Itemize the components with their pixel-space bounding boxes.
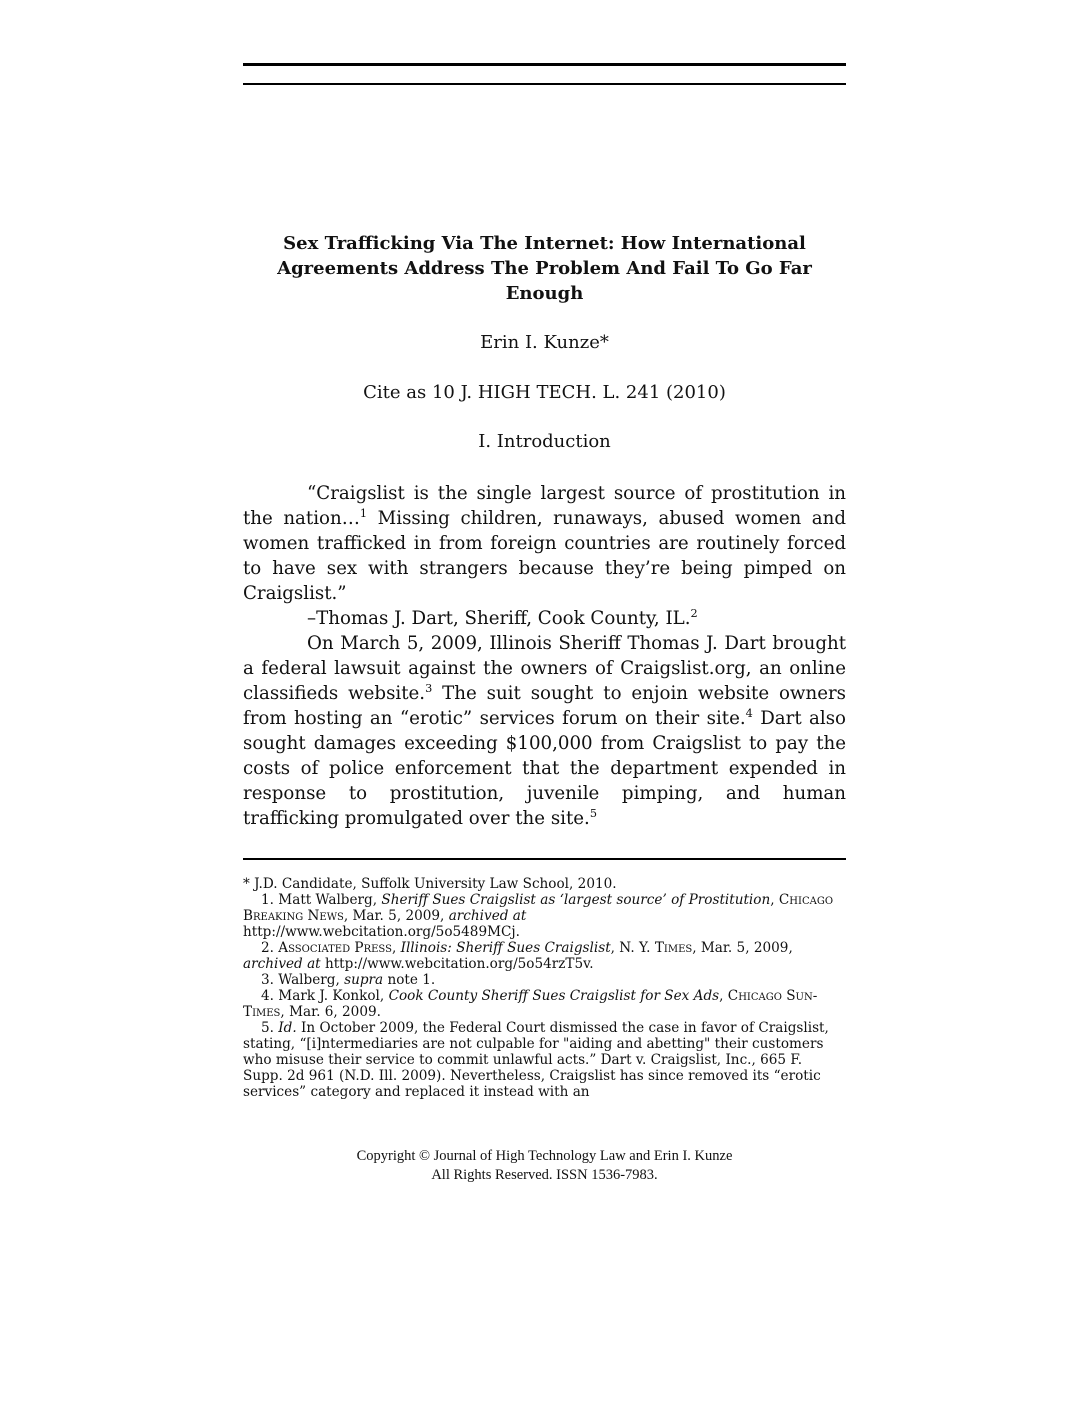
body-paragraph	[243, 631, 846, 831]
fn3-supra: supra	[344, 972, 384, 988]
epigraph-quote	[243, 481, 846, 606]
epigraph-text-2: Missing children, runaways, abused women and women trafficked in from foreign countries are routinely forced to have sex with strangers because they’re being pimped on Craigslist.”	[243, 508, 846, 604]
copyright-notice	[243, 1147, 846, 1185]
fn1-sep: ,	[770, 892, 779, 908]
footnote-2	[243, 940, 846, 972]
fn1-title: Sheriff Sues Craigslist as ‘largest source’ of Prostitution	[381, 892, 771, 908]
footnotes	[243, 876, 846, 1100]
author-line: Erin I. Kunze*	[480, 332, 609, 353]
fn3-post: note 1.	[383, 972, 436, 988]
fn1-archived: archived at	[448, 908, 527, 924]
paragraph-text-3: Dart also sought damages exceeding $100,000 from Craigslist to pay the costs of police enforcement that the department expended in response to prostitution, juvenile pimping, and human trafficking promulgated over the site.	[243, 708, 847, 829]
fn2-url: http://www.webcitation.org/5o54rzT5v.	[320, 956, 594, 972]
section-heading: I. Introduction	[478, 431, 611, 452]
fn4-source: Chicago Sun-Times	[243, 988, 818, 1020]
fn4-date: , Mar. 6, 2009.	[280, 1004, 381, 1020]
fn2-sep: ,	[391, 940, 401, 956]
footnote-5	[243, 1020, 846, 1100]
fn2-sep2: , N. Y.	[610, 940, 655, 956]
fn2-source: Associated Press	[278, 940, 392, 956]
article-title: Sex Trafficking Via The Internet: How International Agreements Address The Problem And Fail To Go Far Enough	[277, 233, 812, 304]
fn2-pre: 2.	[261, 940, 279, 956]
fn4-pre: 4. Mark J. Konkol,	[261, 988, 389, 1004]
fn1-pre: 1. Matt Walberg,	[261, 892, 382, 908]
citation-line: Cite as 10 J. HIGH TECH. L. 241 (2010)	[363, 382, 726, 403]
header-rule-bottom	[243, 83, 846, 85]
footnote-4	[243, 988, 846, 1020]
footnote-ref-5: 5	[589, 806, 597, 820]
copyright-line-2: All Rights Reserved. ISSN 1536-7983.	[431, 1167, 658, 1183]
fn5-id: Id.	[278, 1020, 297, 1036]
footnote-rule	[243, 858, 846, 860]
fn2-archived: archived at	[243, 956, 321, 972]
epigraph	[243, 481, 846, 631]
epigraph-text-1: “Craigslist is the single largest source of prostitution in the nation…	[243, 483, 846, 529]
fn2-date: , Mar. 5, 2009,	[692, 940, 793, 956]
paragraph-text-2: The suit sought to enjoin website owners from hosting an “erotic” services forum on their site.	[243, 683, 846, 729]
fn3-pre: 3. Walberg,	[261, 972, 345, 988]
epigraph-attribution	[243, 606, 846, 631]
copyright-line-1: Copyright © Journal of High Technology Law and Erin I. Kunze	[356, 1148, 733, 1164]
fn4-sep: ,	[719, 988, 728, 1004]
paragraph-text-1: On March 5, 2009, Illinois Sheriff Thomas J. Dart brought a federal lawsuit against the owners of Craigslist.org, an online classifieds website.	[243, 633, 846, 704]
footnote-1	[243, 892, 846, 940]
fn5-pre: 5.	[261, 1020, 279, 1036]
footnote-ref-3: 3	[425, 681, 433, 695]
fn2-source2: Times	[654, 940, 693, 956]
fn1-url: http://www.webcitation.org/5o5489MCj.	[243, 924, 520, 940]
attribution-text: –Thomas J. Dart, Sheriff, Cook County, IL.	[307, 608, 691, 629]
footnote-ref-1: 1	[359, 506, 368, 520]
fn4-title: Cook County Sheriff Sues Craigslist for Sex Ads	[388, 988, 720, 1004]
footnote-star: * J.D. Candidate, Suffolk University Law School, 2010.	[243, 876, 617, 892]
footnote-3	[243, 972, 846, 988]
fn1-date: , Mar. 5, 2009,	[343, 908, 449, 924]
fn5-text: In October 2009, the Federal Court dismissed the case in favor of Craigslist, stating, “[i]ntermediaries are not culpable for "aiding and abetting" their customers who misuse their service to commit unlawful acts.” Dart v. Craigslist, Inc., 665 F. Supp. 2d 961 (N.D. Ill. 2009). Nevertheless, Craigslist has since removed its “erotic services” category and replaced it instead with an	[243, 1020, 829, 1100]
header-rule-top	[243, 63, 846, 66]
fn2-title: Illinois: Sheriff Sues Craigslist	[400, 940, 611, 956]
footnote-ref-2: 2	[690, 606, 698, 620]
fn1-source: Chicago Breaking News	[243, 892, 834, 924]
footnote-ref-4: 4	[745, 706, 753, 720]
